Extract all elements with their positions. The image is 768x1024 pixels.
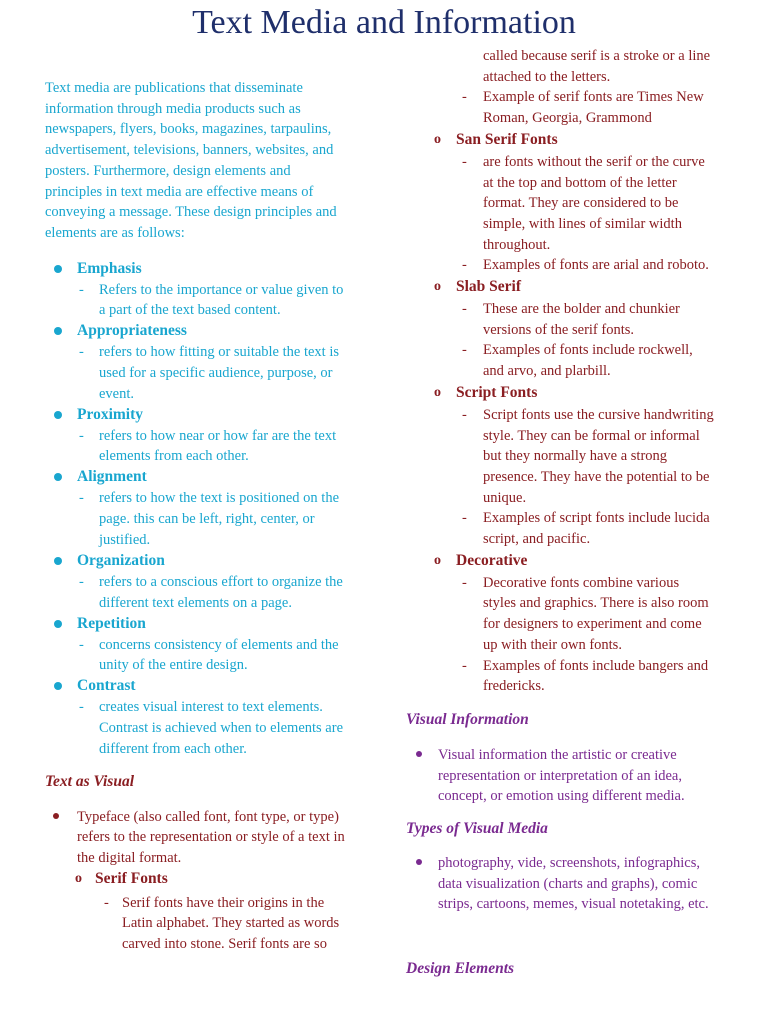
intro-paragraph-line: Text media are publications that disseminate bbox=[45, 80, 303, 96]
serif-example-line: Roman, Georgia, Grammond bbox=[483, 110, 652, 127]
types-of-visual-media-text bbox=[438, 853, 709, 915]
principle-description-line: Contrast is achieved when to elements are bbox=[99, 719, 344, 736]
intro-paragraph-line: posters. Furthermore, design elements and bbox=[45, 162, 291, 179]
dash-marker: - bbox=[79, 281, 84, 298]
font-type-description bbox=[483, 573, 709, 656]
dash-marker: - bbox=[79, 573, 84, 590]
principle-description-line: justified. bbox=[99, 531, 151, 548]
principle-heading: Contrast bbox=[77, 677, 136, 695]
font-type-description bbox=[483, 340, 693, 381]
font-type-description-line: Examples of fonts include rockwell, bbox=[483, 342, 693, 359]
font-type-description-line: format. They are considered to be bbox=[483, 195, 679, 212]
font-type-description bbox=[483, 508, 710, 549]
principle-description-line: concerns consistency of elements and the bbox=[99, 636, 339, 653]
dash-marker: - bbox=[462, 510, 467, 527]
section-heading-design-elements: Design Elements bbox=[406, 960, 515, 978]
bullet-dot bbox=[54, 473, 62, 481]
serif-example-line: Example of serif fonts are Times New bbox=[483, 89, 704, 106]
intro-paragraph-line: newspapers, flyers, books, magazines, tarpaulins, bbox=[45, 121, 332, 138]
intro-paragraph bbox=[45, 78, 337, 244]
bullet-dot bbox=[53, 813, 59, 819]
font-type-description-line: up with their own fonts. bbox=[483, 636, 622, 653]
principle-heading: Proximity bbox=[77, 405, 144, 423]
principle-description-line: refers to how fitting or suitable the text is bbox=[99, 344, 340, 361]
font-type-description bbox=[483, 656, 708, 697]
bullet-dot bbox=[416, 859, 422, 865]
dash-marker: - bbox=[462, 257, 467, 274]
font-type-description bbox=[483, 405, 714, 509]
principle-description-line: different text elements on a page. bbox=[99, 594, 292, 611]
font-type-description-line: Examples of script fonts include lucida bbox=[483, 510, 710, 527]
circle-bullet: o bbox=[75, 870, 82, 886]
font-type-description-line: styles and graphics. There is also room bbox=[483, 595, 709, 612]
principle-description-line: refers to how the text is positioned on the bbox=[99, 490, 340, 507]
principle-heading: Organization bbox=[77, 551, 165, 569]
font-type-description-line: Decorative fonts combine various bbox=[483, 574, 680, 591]
visual-information-text-line: representation or interpretation of an idea, bbox=[438, 767, 682, 784]
font-type-description-line: style. They can be formal or informal bbox=[483, 427, 700, 444]
bullet-dot bbox=[416, 751, 422, 757]
font-type-description-line: Script fonts use the cursive handwriting bbox=[483, 406, 714, 423]
principle-description bbox=[99, 635, 339, 676]
principle-description-line: page. this can be left, right, center, or bbox=[99, 511, 315, 528]
font-type-description-line: script, and pacific. bbox=[483, 531, 591, 547]
typeface-paragraph-line: the digital format. bbox=[77, 850, 182, 866]
circle-bullet: o bbox=[434, 131, 441, 147]
principle-description-line: refers to a conscious effort to organize the bbox=[99, 573, 343, 590]
intro-paragraph-line: elements are as follows: bbox=[45, 224, 185, 241]
principle-description-line: creates visual interest to text elements. bbox=[99, 699, 323, 716]
principle-description-line: unity of the entire design. bbox=[99, 657, 248, 674]
intro-paragraph-line: principles in text media are effective means of bbox=[45, 183, 314, 200]
section-heading-text-as-visual: Text as Visual bbox=[45, 772, 135, 790]
dash-marker: - bbox=[79, 699, 84, 716]
font-type-description-line: throughout. bbox=[483, 236, 551, 253]
visual-information-text-line: Visual information the artistic or creative bbox=[438, 746, 677, 763]
principle-description bbox=[99, 572, 343, 613]
principle-heading: Alignment bbox=[77, 468, 147, 486]
font-type-heading: San Serif Fonts bbox=[456, 130, 558, 148]
principle-description-line: elements from each other. bbox=[99, 448, 249, 465]
font-type-description-line: Examples of fonts are arial and roboto. bbox=[483, 257, 709, 274]
principle-heading: Appropriateness bbox=[77, 322, 187, 340]
types-of-visual-media-text-line: photography, vide, screenshots, infographics, bbox=[438, 855, 701, 871]
typeface-paragraph-line: refers to the representation or style of a text in bbox=[77, 829, 345, 846]
principle-description bbox=[99, 280, 343, 321]
dash-marker: - bbox=[79, 490, 84, 507]
principle-description-line: different from each other. bbox=[99, 740, 247, 757]
font-type-description-line: at the top and bottom of the letter bbox=[483, 174, 677, 191]
font-type-description-line: versions of the serif fonts. bbox=[483, 321, 635, 338]
serif-description-continued-line: attached to the letters. bbox=[483, 68, 611, 85]
circle-bullet: o bbox=[434, 552, 441, 568]
font-type-description-line: unique. bbox=[483, 489, 527, 506]
serif-description-continued bbox=[483, 46, 710, 87]
section-heading-visual-information: Visual Information bbox=[406, 710, 529, 728]
principle-description-line: Refers to the importance or value given to bbox=[99, 281, 344, 298]
dash-marker: - bbox=[462, 342, 467, 359]
serif-description-line: carved into stone. Serif fonts are so bbox=[122, 936, 327, 953]
types-of-visual-media-text-line: data visualization (charts and graphs), comic bbox=[438, 875, 698, 892]
dash-marker: - bbox=[462, 574, 467, 591]
principle-description bbox=[99, 426, 336, 467]
principle-description bbox=[99, 488, 339, 550]
bullet-dot bbox=[54, 411, 62, 419]
principle-description bbox=[99, 342, 339, 404]
serif-description-continued-line: called because serif is a stroke or a line bbox=[483, 48, 711, 64]
font-type-heading: Slab Serif bbox=[456, 278, 522, 295]
font-type-heading: Script Fonts bbox=[456, 383, 538, 401]
font-type-description bbox=[483, 255, 709, 276]
font-type-description-line: fredericks. bbox=[483, 678, 545, 695]
circle-bullet: o bbox=[434, 279, 441, 294]
bullet-dot bbox=[54, 265, 62, 273]
dash-marker: - bbox=[462, 301, 467, 317]
font-type-heading: Decorative bbox=[456, 551, 528, 569]
principle-description-line: used for a specific audience, purpose, or bbox=[99, 365, 333, 381]
typeface-paragraph-line: Typeface (also called font, font type, or type) bbox=[77, 808, 339, 825]
intro-paragraph-line: conveying a message. These design principles and bbox=[45, 204, 337, 221]
font-type-description-line: These are the bolder and chunkier bbox=[483, 301, 680, 317]
font-type-description-line: are fonts without the serif or the curve bbox=[483, 153, 705, 170]
visual-information-text bbox=[438, 745, 685, 807]
serif-fonts-heading: Serif Fonts bbox=[95, 869, 168, 887]
dash-marker: - bbox=[79, 344, 84, 361]
principle-heading: Emphasis bbox=[77, 259, 142, 277]
serif-description bbox=[122, 893, 339, 955]
dash-marker: - bbox=[462, 406, 467, 423]
principle-heading: Repetition bbox=[77, 614, 146, 632]
font-type-description bbox=[483, 152, 705, 256]
font-type-description-line: Examples of fonts include bangers and bbox=[483, 657, 709, 674]
font-type-description-line: presence. They have the potential to be bbox=[483, 468, 710, 485]
section-heading-types-of-visual-media: Types of Visual Media bbox=[406, 820, 548, 837]
dash-marker: - bbox=[462, 657, 467, 674]
font-type-description-line: but they normally have a strong bbox=[483, 448, 668, 465]
typeface-paragraph bbox=[77, 807, 345, 869]
dash-marker: - bbox=[79, 427, 84, 444]
bullet-dot bbox=[54, 682, 62, 690]
font-type-description-line: simple, with lines of similar width bbox=[483, 215, 682, 232]
intro-paragraph-line: information through media products such as bbox=[45, 100, 301, 117]
serif-description-line: Serif fonts have their origins in the bbox=[122, 894, 325, 911]
dash-marker: - bbox=[462, 153, 467, 170]
dash-marker: - bbox=[462, 89, 467, 106]
bullet-dot bbox=[54, 557, 62, 565]
intro-paragraph-line: advertisement, televisions, banners, websites, and bbox=[45, 142, 334, 159]
principle-description-line: event. bbox=[99, 385, 135, 402]
bullet-dot bbox=[54, 620, 62, 628]
serif-description-line: Latin alphabet. They started as words bbox=[122, 915, 340, 932]
page-title: Text Media and Information bbox=[192, 4, 576, 41]
principle-description bbox=[99, 697, 343, 759]
bullet-dot bbox=[54, 327, 62, 335]
visual-information-text-line: concept, or emotion using different media. bbox=[438, 788, 685, 805]
font-type-description-line: for designers to experiment and come bbox=[483, 616, 702, 633]
dash-marker: - bbox=[79, 636, 84, 653]
serif-example bbox=[483, 87, 704, 128]
dash-marker: - bbox=[104, 894, 109, 911]
principle-description-line: a part of the text based content. bbox=[99, 302, 281, 319]
principle-description-line: refers to how near or how far are the text bbox=[99, 427, 337, 444]
circle-bullet: o bbox=[434, 384, 441, 400]
font-type-description bbox=[483, 299, 680, 340]
font-type-description-line: and arvo, and plarbill. bbox=[483, 363, 611, 380]
types-of-visual-media-text-line: strips, cartoons, memes, visual notetaking, etc. bbox=[438, 896, 709, 913]
